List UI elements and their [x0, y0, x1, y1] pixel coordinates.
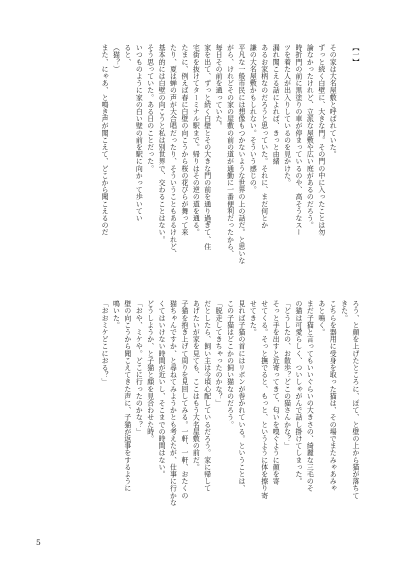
text-line: その家は大名屋敷と呼ばれていた。 [328, 44, 337, 158]
text-line: 漏れ聞こえる話によれば、きっと由緒 [271, 44, 280, 165]
text-line: 「どうしたの、お散歩？どこの猫さんかな？」 [282, 300, 291, 450]
text-line: せてきた。 [248, 300, 257, 336]
text-line: 平凡な一般市民には想像もつかないような世界の上の話だ。と思いな [236, 44, 245, 265]
text-line: あげたいが家を見ても、ここはもう大名屋敷の前だ。 [191, 300, 200, 471]
text-line: ツを着た人が出入りしているのを見かけた。 [282, 44, 291, 186]
text-line: の猫は可愛らしく、ついしゃがんで話し掛けてしまった。 [293, 300, 302, 485]
text-line: この子猫はどこかの飼い猫なのだろう。 [225, 300, 234, 428]
text-line: たり、夏は蝉の声が大合唱だったり、そういうこともあるけれど、 [168, 44, 177, 257]
text-line: 宅街を抜けてターミナル駅まで。帰りはその逆の道を通る。 [191, 44, 200, 236]
page-number: 5 [36, 538, 41, 547]
text-line: 鳴いた。 [111, 300, 120, 329]
text-line: あと鳴く。 [316, 300, 325, 336]
text-line: 基本的には白壁の向こうと私は別世界で、交わることはない。 [157, 44, 166, 243]
text-line: たまに、例えば春に白壁の向こうから桜の花びらが舞って来 [179, 44, 188, 236]
text-line: 【一】 [351, 44, 359, 66]
text-line: どうしようか、と子猫と顔を見合わせた時。 [145, 300, 154, 442]
text-line: あるお家柄なのだろうと思っていた。それに、まだ何とか [259, 44, 268, 229]
text-line: 論なかったけれど、立派な屋敷や広い庭があるのだろう。 [305, 44, 314, 229]
text-line: そっと手を出すと近寄ってきて、匂いを嗅ぐように顔を寄 [271, 300, 280, 485]
text-line: ると、 [122, 44, 131, 66]
text-line: こちらを器用に受身を取った猫は、その場でまたみゃあみゃ [328, 300, 337, 492]
text-line: そう思っていた。ある日のことだった。 [145, 44, 154, 172]
text-line: ろう、と顔を上げたところに、ぽて、と壁の上から猫が落ちて [351, 300, 359, 499]
text-line: せてくる。そっと撫でると、もっと、というように体を擦り寄 [259, 300, 268, 499]
text-line: （猫？） [111, 44, 120, 73]
text-line: がら、けれどその家の屋敷の前の道が通勤に一番便利だったから、 [225, 44, 234, 257]
text-line: くてはいけない時間が近いし、そこまでの時間はない。 [157, 300, 166, 478]
text-line: まだ子猫と言ってもいいぐらいの大きさの、綺麗な三毛のそ [305, 300, 314, 492]
text-line: きた。 [339, 300, 348, 322]
lower-text-block [98, 300, 360, 532]
text-line: 見れば子猫の首にはリボンが巻かれている。ということは、 [236, 300, 245, 492]
text-line: 壁の向こうから聞こえてきた声に、子猫が返事をするように [122, 300, 131, 492]
text-line: 猫ちゃんですか、と尋ねてみようかとも考えたが、仕事に行かな [168, 300, 177, 506]
text-line: だとしたら、飼い主は今頃心配しているだろう。家に帰して [202, 300, 211, 492]
text-line: 「脱走してきちゃったのかな？」 [214, 300, 223, 407]
text-line: 家を出て、ずっと続く白壁とその大きな門の前を通り過ぎて、住 [202, 44, 211, 250]
text-line: ずっと続く白壁に、大きな門。その門の中に入ったことは勿 [316, 44, 325, 236]
text-line: 毎日その前を通っていた。 [214, 44, 223, 130]
text-line: 子猫を抱き上げて周りを見回してみる。一軒、一軒、おたくの [179, 300, 188, 499]
text-line: また、にゃあ、と鳴き声が聞こえて、どこから聞こえるのだ [100, 44, 109, 236]
text-line: 「おや、ミケや。どこに行ったのかな？」 [134, 300, 143, 435]
text-line: 「おおミケどこにおる？」 [100, 300, 109, 386]
upper-text-block [98, 44, 360, 276]
text-line: 時折門の前に黒塗りの車が停まっているのや、高そうなスー [293, 44, 302, 236]
text-line: いつものように家の白い壁の前を駅に向かって歩いてい [134, 44, 143, 222]
text-line: 謙の大名屋敷かもしれない。そういう感じの。 [248, 44, 257, 194]
text-line [337, 44, 348, 276]
